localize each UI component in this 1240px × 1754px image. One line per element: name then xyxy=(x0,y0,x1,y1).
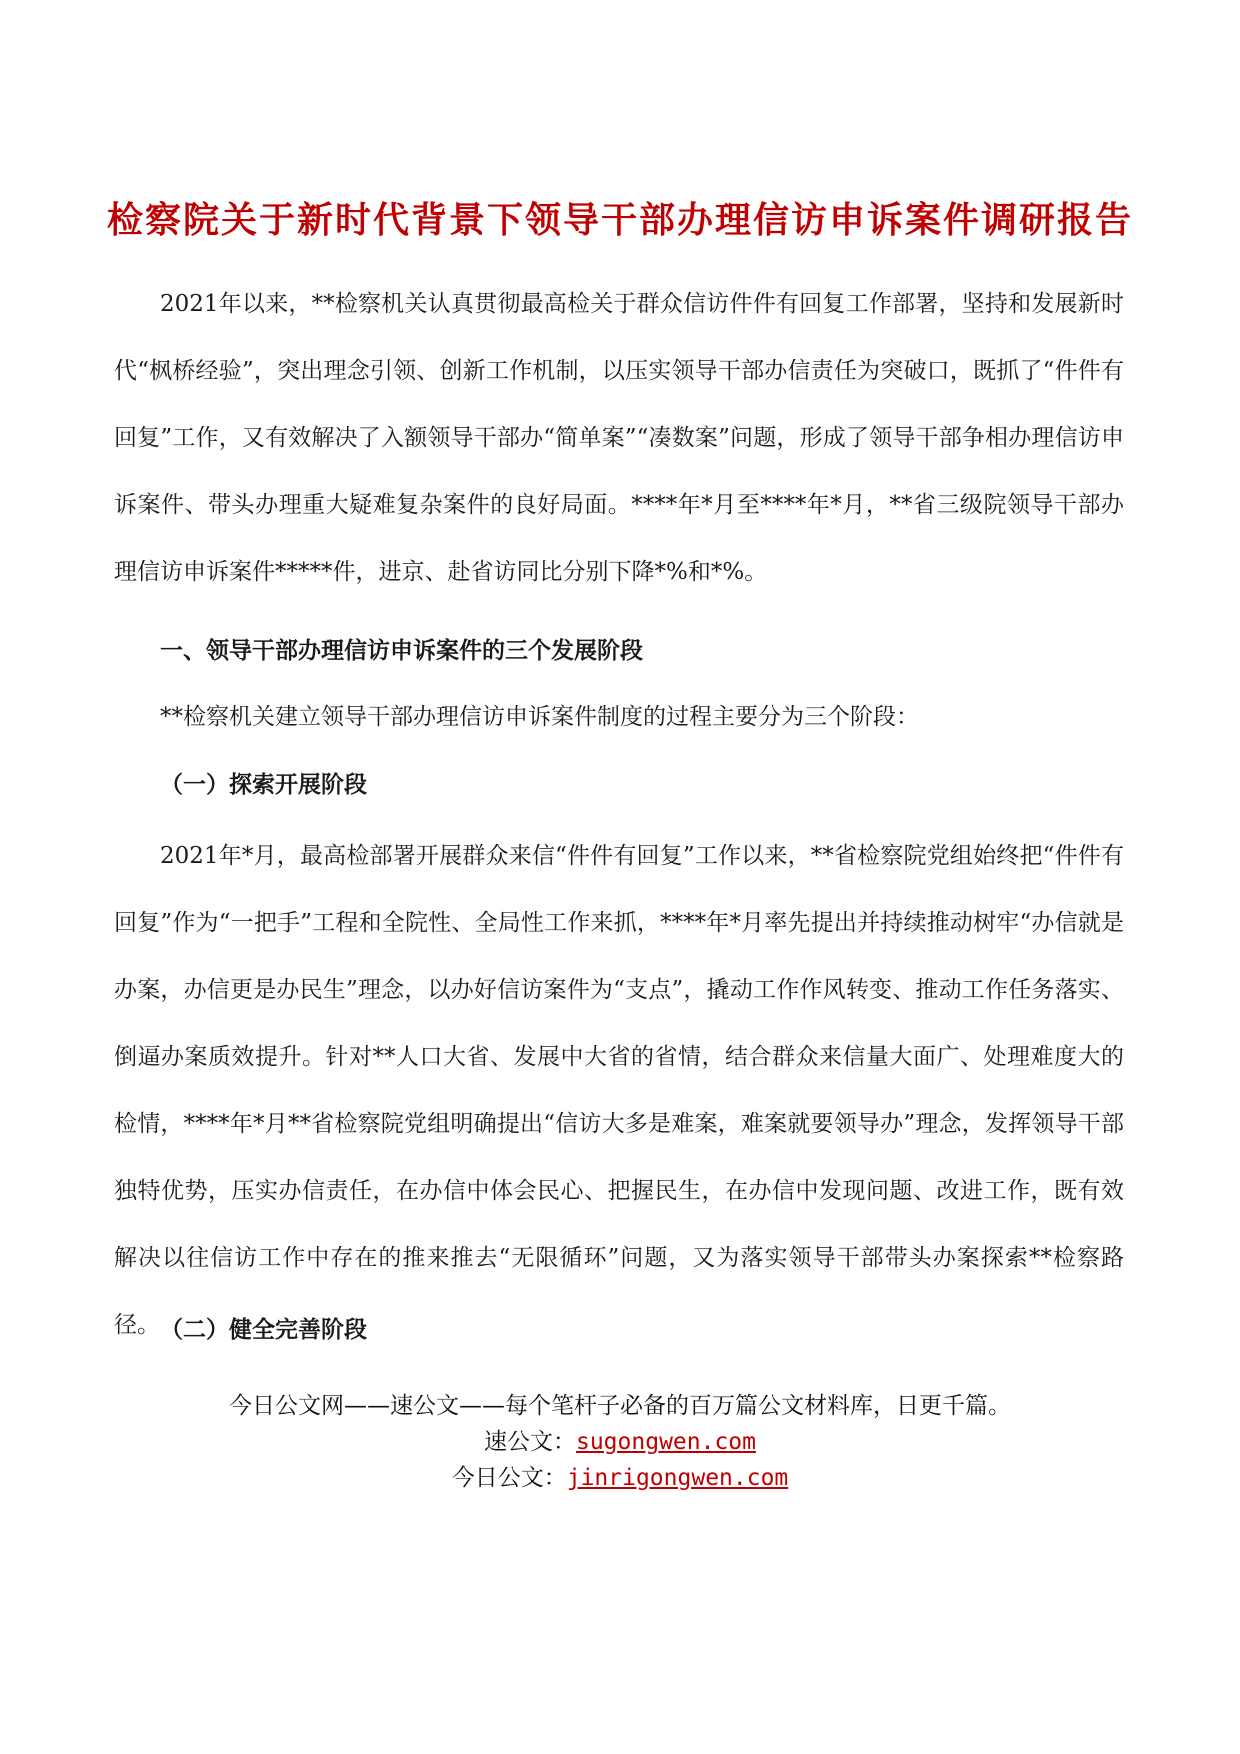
jinrigongwen-link[interactable]: jinrigongwen.com xyxy=(566,1465,789,1491)
footer-tagline: 今日公文网——速公文——每个笔杆子必备的百万篇公文材料库，日更千篇。 xyxy=(229,1393,1011,1419)
section-1-heading: 一、领导干部办理信访申诉案件的三个发展阶段 xyxy=(160,637,643,664)
footer-jinrigongwen-label: 今日公文： xyxy=(451,1465,567,1491)
footer-jinrigongwen xyxy=(0,1460,1240,1496)
stage-1-paragraph: 2021年*月，最高检部署开展群众来信“件件有回复”工作以来，**省检察院党组始终把“件件有回复”作为“一把手”工程和全院性、全局性工作来抓，****年*月率先提出并持续推动树牢“办信就是办案，办信更是办民生”理念，以办好信访案件为“支点”，撬动工作作风转变、推动工作任务落实、倒逼办案质效提升。针对**人口大省、发展中大省的省情，结合群众来信量大面广、处理难度大的检情，****年*月**省检察院党组明确提出“信访大多是难案，难案就要领导办”理念，发挥领导干部独特优势，压实办信责任，在办信中体会民心、把握民生，在办信中发现问题、改进工作，既有效解决以往信访工作中存在的推来推去“无限循环”问题，又为落实领导干部带头办案探索**检察路径。 xyxy=(114,843,1124,1338)
intro-paragraph: 2021年以来，**检察机关认真贯彻最高检关于群众信访件件有回复工作部署，坚持和发展新时代“枫桥经验”，突出理念引领、创新工作机制，以压实领导干部办信责任为突破口，既抓了“件件有回复”工作，又有效解决了入额领导干部办“简单案”“凑数案”问题，形成了领导干部争相办理信访申诉案件、带头办理重大疑难复杂案件的良好局面。****年*月至****年*月，**省三级院领导干部办理信访申诉案件*****件，进京、赴省访同比分别下降*%和*%。 xyxy=(114,291,1124,585)
section-1-lead: **检察机关建立领导干部办理信访申诉案件制度的过程主要分为三个阶段： xyxy=(160,704,919,730)
sugongwen-link[interactable]: sugongwen.com xyxy=(575,1429,756,1455)
footer-sugongwen xyxy=(0,1424,1240,1460)
stage-2-heading: （二）健全完善阶段 xyxy=(160,1316,367,1343)
footer-sugongwen-label: 速公文： xyxy=(483,1429,576,1455)
document-title: 检察院关于新时代背景下领导干部办理信访申诉案件调研报告 xyxy=(106,199,1133,241)
stage-1-heading: （一）探索开展阶段 xyxy=(160,771,367,798)
